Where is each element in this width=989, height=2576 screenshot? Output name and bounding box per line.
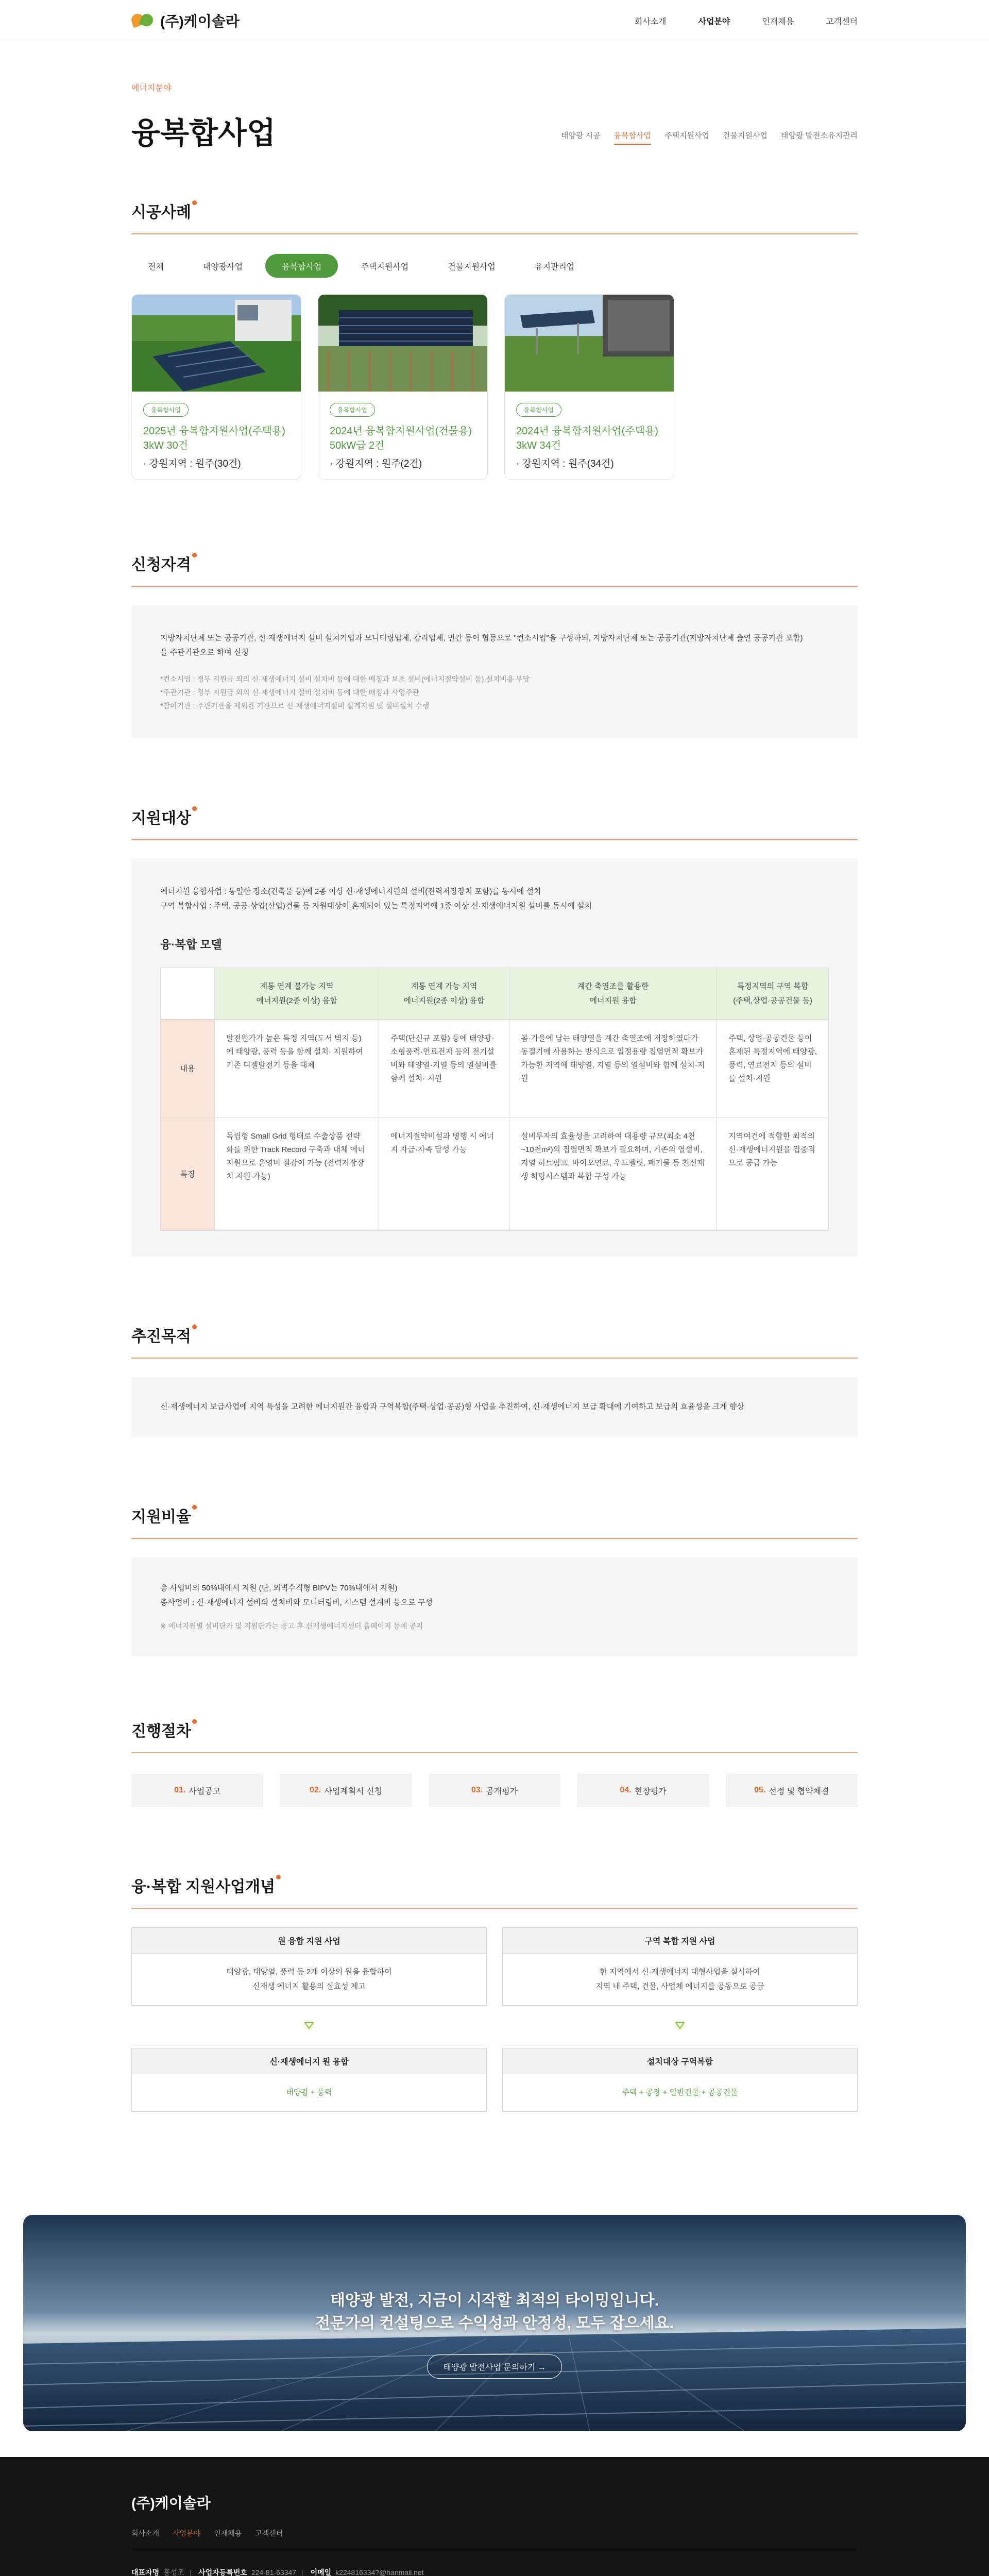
table-header: 계통 연계 가능 지역 에너지원(2종 이상) 융합 — [379, 968, 509, 1020]
case-badge: 융복합사업 — [516, 403, 561, 417]
logo-text: (주)케이솔라 — [160, 13, 240, 29]
logo-leaf-icon — [131, 12, 155, 29]
case-card[interactable] — [504, 294, 674, 480]
table-cell: 주택(단신규 포함) 등에 태양광· 소형풍력·연료전지 등의 전기설비와 태양열·지열 등의 열설비를 함께 설치· 지원 — [379, 1020, 509, 1117]
tab-solar[interactable]: 태양광사업 — [202, 262, 243, 272]
procedure-section — [131, 1718, 858, 1807]
concept-box: 설치대상 구역복합 주택 + 공장 + 일반건물 + 공공건물 — [502, 2048, 858, 2112]
eligibility-section — [131, 552, 858, 738]
eligibility-note: *주관기관 : 정부 지원금 외의 신·재생에너지 설비 설치비 등에 대한 매칭과 사업주관 — [160, 688, 420, 697]
case-location: · 강원지역 : 원주(34건) — [516, 459, 614, 469]
section-heading: 추진목적 — [131, 1324, 858, 1359]
ratio-box — [131, 1557, 858, 1656]
case-location: · 강원지역 : 원주(30건) — [143, 459, 241, 469]
procedure-step: 05. 선정 및 협약체결 — [726, 1774, 858, 1807]
procedure-step: 02. 사업계획서 신청 — [280, 1774, 412, 1807]
case-photo — [318, 295, 487, 392]
procedure-steps — [131, 1774, 858, 1807]
tab-housing[interactable]: 주택지원사업 — [361, 262, 409, 272]
inquiry-button[interactable]: 태양광 발전사업 문의하기 → — [427, 2354, 561, 2379]
footer-info: 대표자명 홍성조 | 사업자등록번호 224-81-63347 | 이메일 k224816334?@hanmail.net — [131, 2568, 424, 2576]
subnav-convergence[interactable]: 융복합사업 — [614, 130, 651, 145]
footer-logo[interactable]: (주)케이솔라 — [131, 2495, 211, 2511]
case-badge: 융복합사업 — [143, 403, 189, 417]
footer-link-recruit[interactable]: 인재채용 — [214, 2529, 242, 2537]
table-cell: 지역여건에 적합한 최적의 신·재생에너지원을 집중적으로 공급 가능 — [717, 1117, 829, 1231]
procedure-step: 03. 공개평가 — [429, 1774, 560, 1807]
banner-subline: 전문가의 컨설팅으로 수익성과 안정성, 모두 잡으세요. — [315, 2315, 674, 2332]
table-cell: 에너지절약비설과 병행 시 에너지 자급·자족 달성 가능 — [379, 1117, 509, 1231]
concept-section — [131, 1874, 858, 2112]
case-card[interactable] — [131, 294, 301, 480]
case-title: 2024년 융복합지원사업(주택용) 3kW 34건 — [516, 426, 658, 451]
tab-maintenance[interactable]: 유지관리업 — [534, 262, 575, 272]
eligibility-text: 을 주관기관으로 하여 신청 — [160, 648, 249, 657]
table-header: 계간 축열조를 활용한 에너지원 융합 — [509, 968, 717, 1020]
table-header: 특정지역의 구역 복합 (주택,상업·공공건물 등) — [717, 968, 829, 1020]
purpose-section — [131, 1324, 858, 1437]
table-row — [161, 1117, 829, 1231]
case-title: 2024년 융복합지원사업(건물용) 50kW급 2건 — [330, 426, 472, 451]
footer-link-support[interactable]: 고객센터 — [255, 2529, 283, 2537]
table-cell: 발전원가가 높은 특정 지역(도서 벽지 등)에 태양광, 풍력 등을 함께 설치· 지원하여 기존 디젤발전기 등을 대체 — [215, 1020, 379, 1117]
nav-item-business[interactable]: 사업분야 — [698, 17, 730, 26]
section-heading: 신청자격 — [131, 552, 858, 587]
table-cell: 봄·가을에 남는 태양열을 계간 축열조에 저장하였다가 동절기에 사용하는 방식으로 일정용량 집열면적 확보가 가능한 지역에 태양열, 지열 등의 열설비와 함께 설치·지원 — [509, 1020, 717, 1117]
concept-box: 구역 복합 지원 사업 한 지역에서 신·재생에너지 대형사업을 실시하여 지역 내 주택, 건물, 사업체 에너지를 공동으로 공급 — [502, 1927, 858, 2006]
section-heading: 시공사례 — [131, 199, 858, 234]
section-heading: 지원대상 — [131, 805, 858, 840]
tab-all[interactable]: 전체 — [148, 262, 164, 272]
target-box — [131, 859, 858, 1257]
case-card-list — [131, 294, 858, 480]
nav-item-company[interactable]: 회사소개 — [634, 17, 667, 26]
eligibility-box — [131, 605, 858, 738]
target-text: 에너지원 융합사업 : 동일한 장소(건축물 등)에 2종 이상 신·재생에너지원의 설비(전력저장장치 포함)를 동시에 설치 — [160, 887, 541, 896]
eligibility-note: *컨소시엄 : 정부 지원금 외의 신·재생에너지 설비 설치비 등에 대한 매칭과 보조 설비(에너지절약설비 등) 설치비용 부담 — [160, 675, 530, 683]
section-heading: 진행절차 — [131, 1718, 858, 1753]
table-cell: 주택, 상업·공공건물 등이 혼재된 특정지역에 태양광, 풍력, 연료전지 등의 설비를 설치·지원 — [717, 1020, 829, 1117]
case-title: 2025년 융복합지원사업(주택용) 3kW 30건 — [143, 426, 285, 451]
case-badge: 융복합사업 — [330, 403, 375, 417]
arrow-down-icon — [502, 2006, 858, 2048]
model-table — [160, 968, 829, 1231]
nav-item-support[interactable]: 고객센터 — [826, 17, 858, 26]
procedure-step: 01. 사업공고 — [131, 1774, 263, 1807]
footer-menu — [131, 2528, 858, 2538]
section-heading: 지원비율 — [131, 1504, 858, 1539]
site-footer — [0, 2457, 989, 2576]
case-card[interactable] — [318, 294, 488, 480]
cases-section — [131, 199, 858, 480]
concept-box: 신·재생에너지 원 융합 태양광 + 풍력 — [131, 2048, 487, 2112]
subnav-housing[interactable]: 주택지원사업 — [664, 131, 709, 140]
cta-banner — [23, 2215, 966, 2431]
table-cell: 설비투자의 효율성을 고려하여 대용량 규모(최소 4천~10천m²)의 집열면적 확보가 필요하며, 기존의 열설비, 지열 히트펌프, 바이오연료, 우드펠릿, 폐기물 등 친신재생 히팅시스템과 복합 구성 가능 — [509, 1117, 717, 1231]
concept-diagram — [131, 1927, 858, 2112]
target-text: 구역 복합사업 : 주택, 공공·상업(산업)건물 등 지원대상이 혼재되어 있는 특정지역에 1종 이상 신·재생에너지원 설비를 동시에 설치 — [160, 902, 592, 910]
case-photo — [132, 295, 301, 392]
section-heading: 융·복합 지원사업개념 — [131, 1874, 858, 1909]
subnav-building[interactable]: 건물지원사업 — [722, 131, 768, 140]
case-location: · 강원지역 : 원주(2건) — [330, 459, 422, 469]
arrow-down-icon — [131, 2006, 487, 2048]
banner-headline: 태양광 발전, 지금이 시작할 최적의 타이밍입니다. — [330, 2292, 659, 2309]
tab-convergence[interactable]: 융복합사업 — [265, 254, 338, 278]
page-title: 융복합사업 — [131, 116, 276, 150]
ratio-note: ※ 에너지원별 설비단가 및 지원단가는 공고 후 신재생에너지센터 홈페이지 등에 공지 — [160, 1622, 423, 1630]
eligibility-note: *참여기관 : 주관기관을 제외한 기관으로 신·재생에너지설비 설계지원 및 설비설치 수행 — [160, 702, 430, 710]
concept-box: 원 융합 지원 사업 태양광, 태양열, 풍력 등 2개 이상의 원을 융합하여 신재생 에너지 활용의 실효성 제고 — [131, 1927, 487, 2006]
case-tabs — [131, 254, 858, 278]
ratio-text: 총 사업비의 50%내에서 지원 (단, 외벽수직형 BIPV는 70%내에서 지원) — [160, 1584, 398, 1592]
row-label: 내용 — [161, 1020, 215, 1117]
subnav-solar[interactable]: 태양광 시공 — [560, 131, 601, 140]
target-section — [131, 805, 858, 1257]
ratio-text: 총사업비 : 신·재생에너지 설비의 설치비와 모니터링비, 시스템 설계비 등으로 구성 — [160, 1598, 433, 1607]
table-cell: 독립형 Small Grid 형태로 수출상품 전략화를 위한 Track Record 구축과 대체 에너지원으로 운영비 절감이 가능 (전력저장장치 지원 가능) — [215, 1117, 379, 1231]
ratio-section — [131, 1504, 858, 1656]
site-header — [0, 0, 989, 41]
tab-building[interactable]: 건물지원사업 — [448, 262, 496, 272]
purpose-text: 신·재생에너지 보급사업에 지역 특성을 고려한 에너지원간 융합과 구역복합(주택·상업·공공)형 사업을 추진하여, 신·재생에너지 보급 확대에 기여하고 보급의 효율성을 크게 향상 — [160, 1402, 744, 1411]
footer-link-business[interactable]: 사업분야 — [173, 2529, 201, 2537]
site-logo[interactable] — [131, 10, 240, 31]
main-nav — [635, 15, 858, 27]
eligibility-text: 지방자치단체 또는 공공기관, 신·재생에너지 설비 설치기업과 모니터링업체, 감리업체, 민간 등이 협동으로 "컨소시엄"을 구성하되, 지방자치단체 또는 공공기관(지방자치단체 출연 공공기관 포함) — [160, 634, 803, 642]
footer-link-company[interactable]: 회사소개 — [131, 2529, 160, 2537]
model-heading: 융·복합 모델 — [160, 938, 222, 951]
row-label: 특징 — [161, 1117, 215, 1231]
sub-nav — [561, 130, 858, 152]
table-row — [161, 1020, 829, 1117]
procedure-step: 04. 현장평가 — [577, 1774, 709, 1807]
nav-item-recruit[interactable]: 인재채용 — [762, 17, 794, 26]
page-category: 에너지분야 — [131, 84, 172, 93]
table-header: 계통 연계 불가능 지역 에너지원(2종 이상) 융합 — [215, 968, 379, 1020]
case-photo — [505, 295, 674, 392]
purpose-box — [131, 1377, 858, 1437]
subnav-maintenance[interactable]: 태양광 발전소유지관리 — [780, 131, 858, 140]
